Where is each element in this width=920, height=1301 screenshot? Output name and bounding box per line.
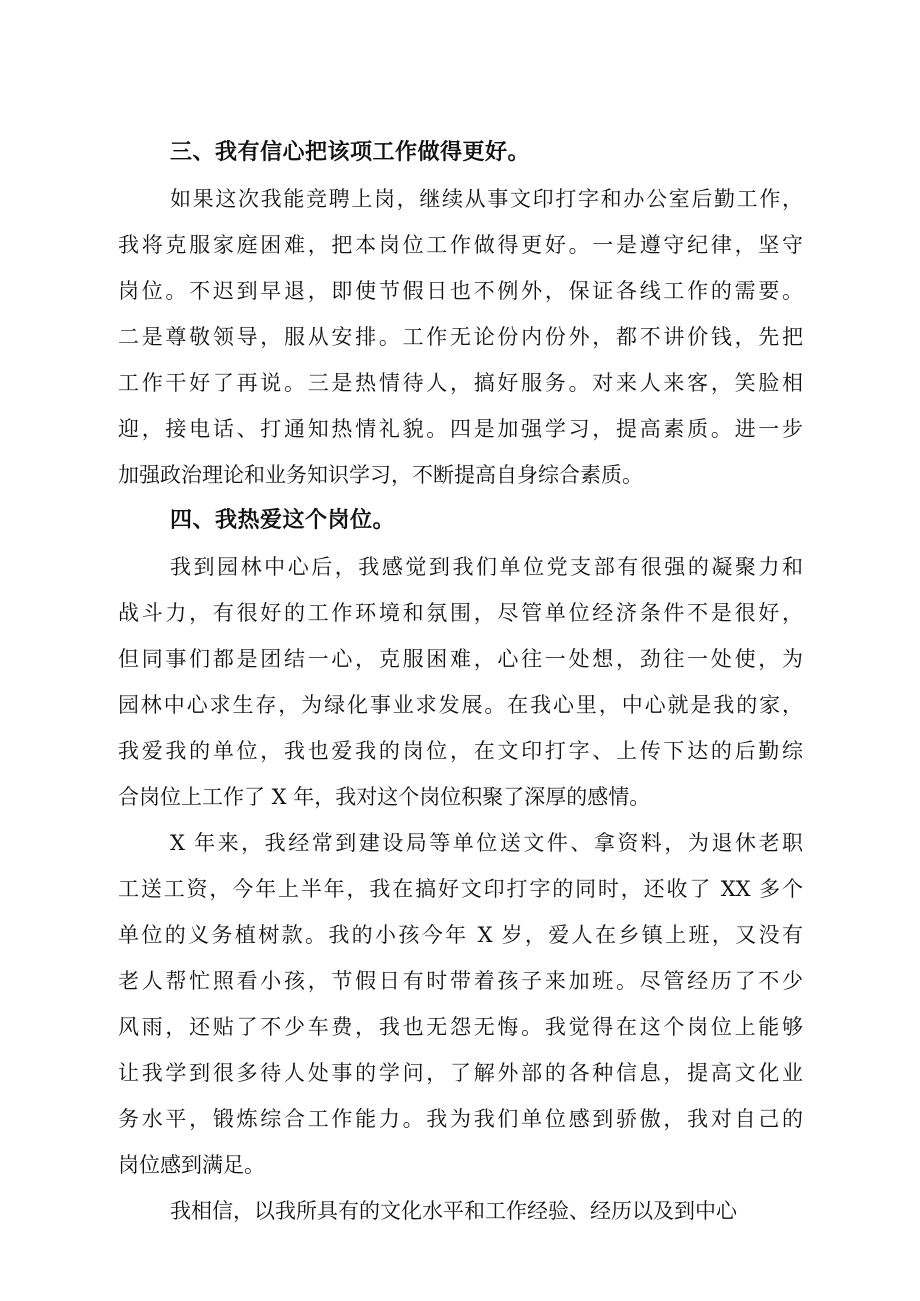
section-4-paragraph-3 xyxy=(118,1188,803,1234)
paragraph-line: 我将克服家庭困难，把本岗位工作做得更好。一是遵守纪律，坚守 xyxy=(118,233,803,257)
section-3-heading: 三、我有信心把该项工作做得更好。 xyxy=(170,140,531,165)
paragraph-line: 如果这次我能竞聘上岗，继续从事文印打字和办公室后勤工作， xyxy=(170,187,803,211)
paragraph-line: 让我学到很多待人处事的学问，了解外部的各种信息，提高文化业 xyxy=(118,1061,803,1085)
paragraph-line: 我相信，以我所具有的文化水平和工作经验、经历以及到中心 xyxy=(170,1199,737,1223)
paragraph-line: 我爱我的单位，我也爱我的岗位，在文印打字、上传下达的后勤综 xyxy=(118,739,803,763)
paragraph-line: X 年来，我经常到建设局等单位送文件、拿资料，为退休老职 xyxy=(170,831,803,855)
section-4-paragraph-1 xyxy=(118,544,803,820)
paragraph-line: 园林中心求生存，为绿化事业求发展。在我心里，中心就是我的家， xyxy=(118,693,803,717)
section-4-paragraph-2 xyxy=(118,820,803,1188)
paragraph-line: 工送工资，今年上半年，我在搞好文印打字的同时，还收了 XX 多个 xyxy=(118,877,803,901)
paragraph-line: 务水平，锻炼综合工作能力。我为我们单位感到骄傲，我对自己的 xyxy=(118,1107,803,1131)
paragraph-line: 战斗力，有很好的工作环境和氛围，尽管单位经济条件不是很好， xyxy=(118,601,803,625)
paragraph-line: 我到园林中心后，我感觉到我们单位党支部有很强的凝聚力和 xyxy=(170,555,803,579)
paragraph-line: 二是尊敬领导，服从安排。工作无论份内份外，都不讲价钱，先把 xyxy=(118,325,803,349)
section-4-heading: 四、我热爱这个岗位。 xyxy=(170,508,396,533)
section-3-paragraph xyxy=(118,176,803,498)
paragraph-line: 合岗位上工作了 X 年，我对这个岗位积聚了深厚的感情。 xyxy=(118,785,651,809)
paragraph-line: 加强政治理论和业务知识学习，不断提高自身综合素质。 xyxy=(118,463,643,487)
paragraph-line: 岗位感到满足。 xyxy=(118,1153,265,1177)
paragraph-line: 岗位。不迟到早退，即使节假日也不例外，保证各线工作的需要。 xyxy=(118,279,803,303)
document-page xyxy=(118,130,803,1234)
paragraph-line: 老人帮忙照看小孩，节假日有时带着孩子来加班。尽管经历了不少 xyxy=(118,969,803,993)
paragraph-line: 风雨，还贴了不少车费，我也无怨无悔。我觉得在这个岗位上能够 xyxy=(118,1015,803,1039)
paragraph-line: 迎，接电话、打通知热情礼貌。四是加强学习，提高素质。进一步 xyxy=(118,417,803,441)
paragraph-line: 但同事们都是团结一心，克服困难，心往一处想，劲往一处使，为 xyxy=(118,647,803,671)
paragraph-line: 工作干好了再说。三是热情待人，搞好服务。对来人来客，笑脸相 xyxy=(118,371,803,395)
paragraph-line: 单位的义务植树款。我的小孩今年 X 岁，爱人在乡镇上班，又没有 xyxy=(118,923,803,947)
